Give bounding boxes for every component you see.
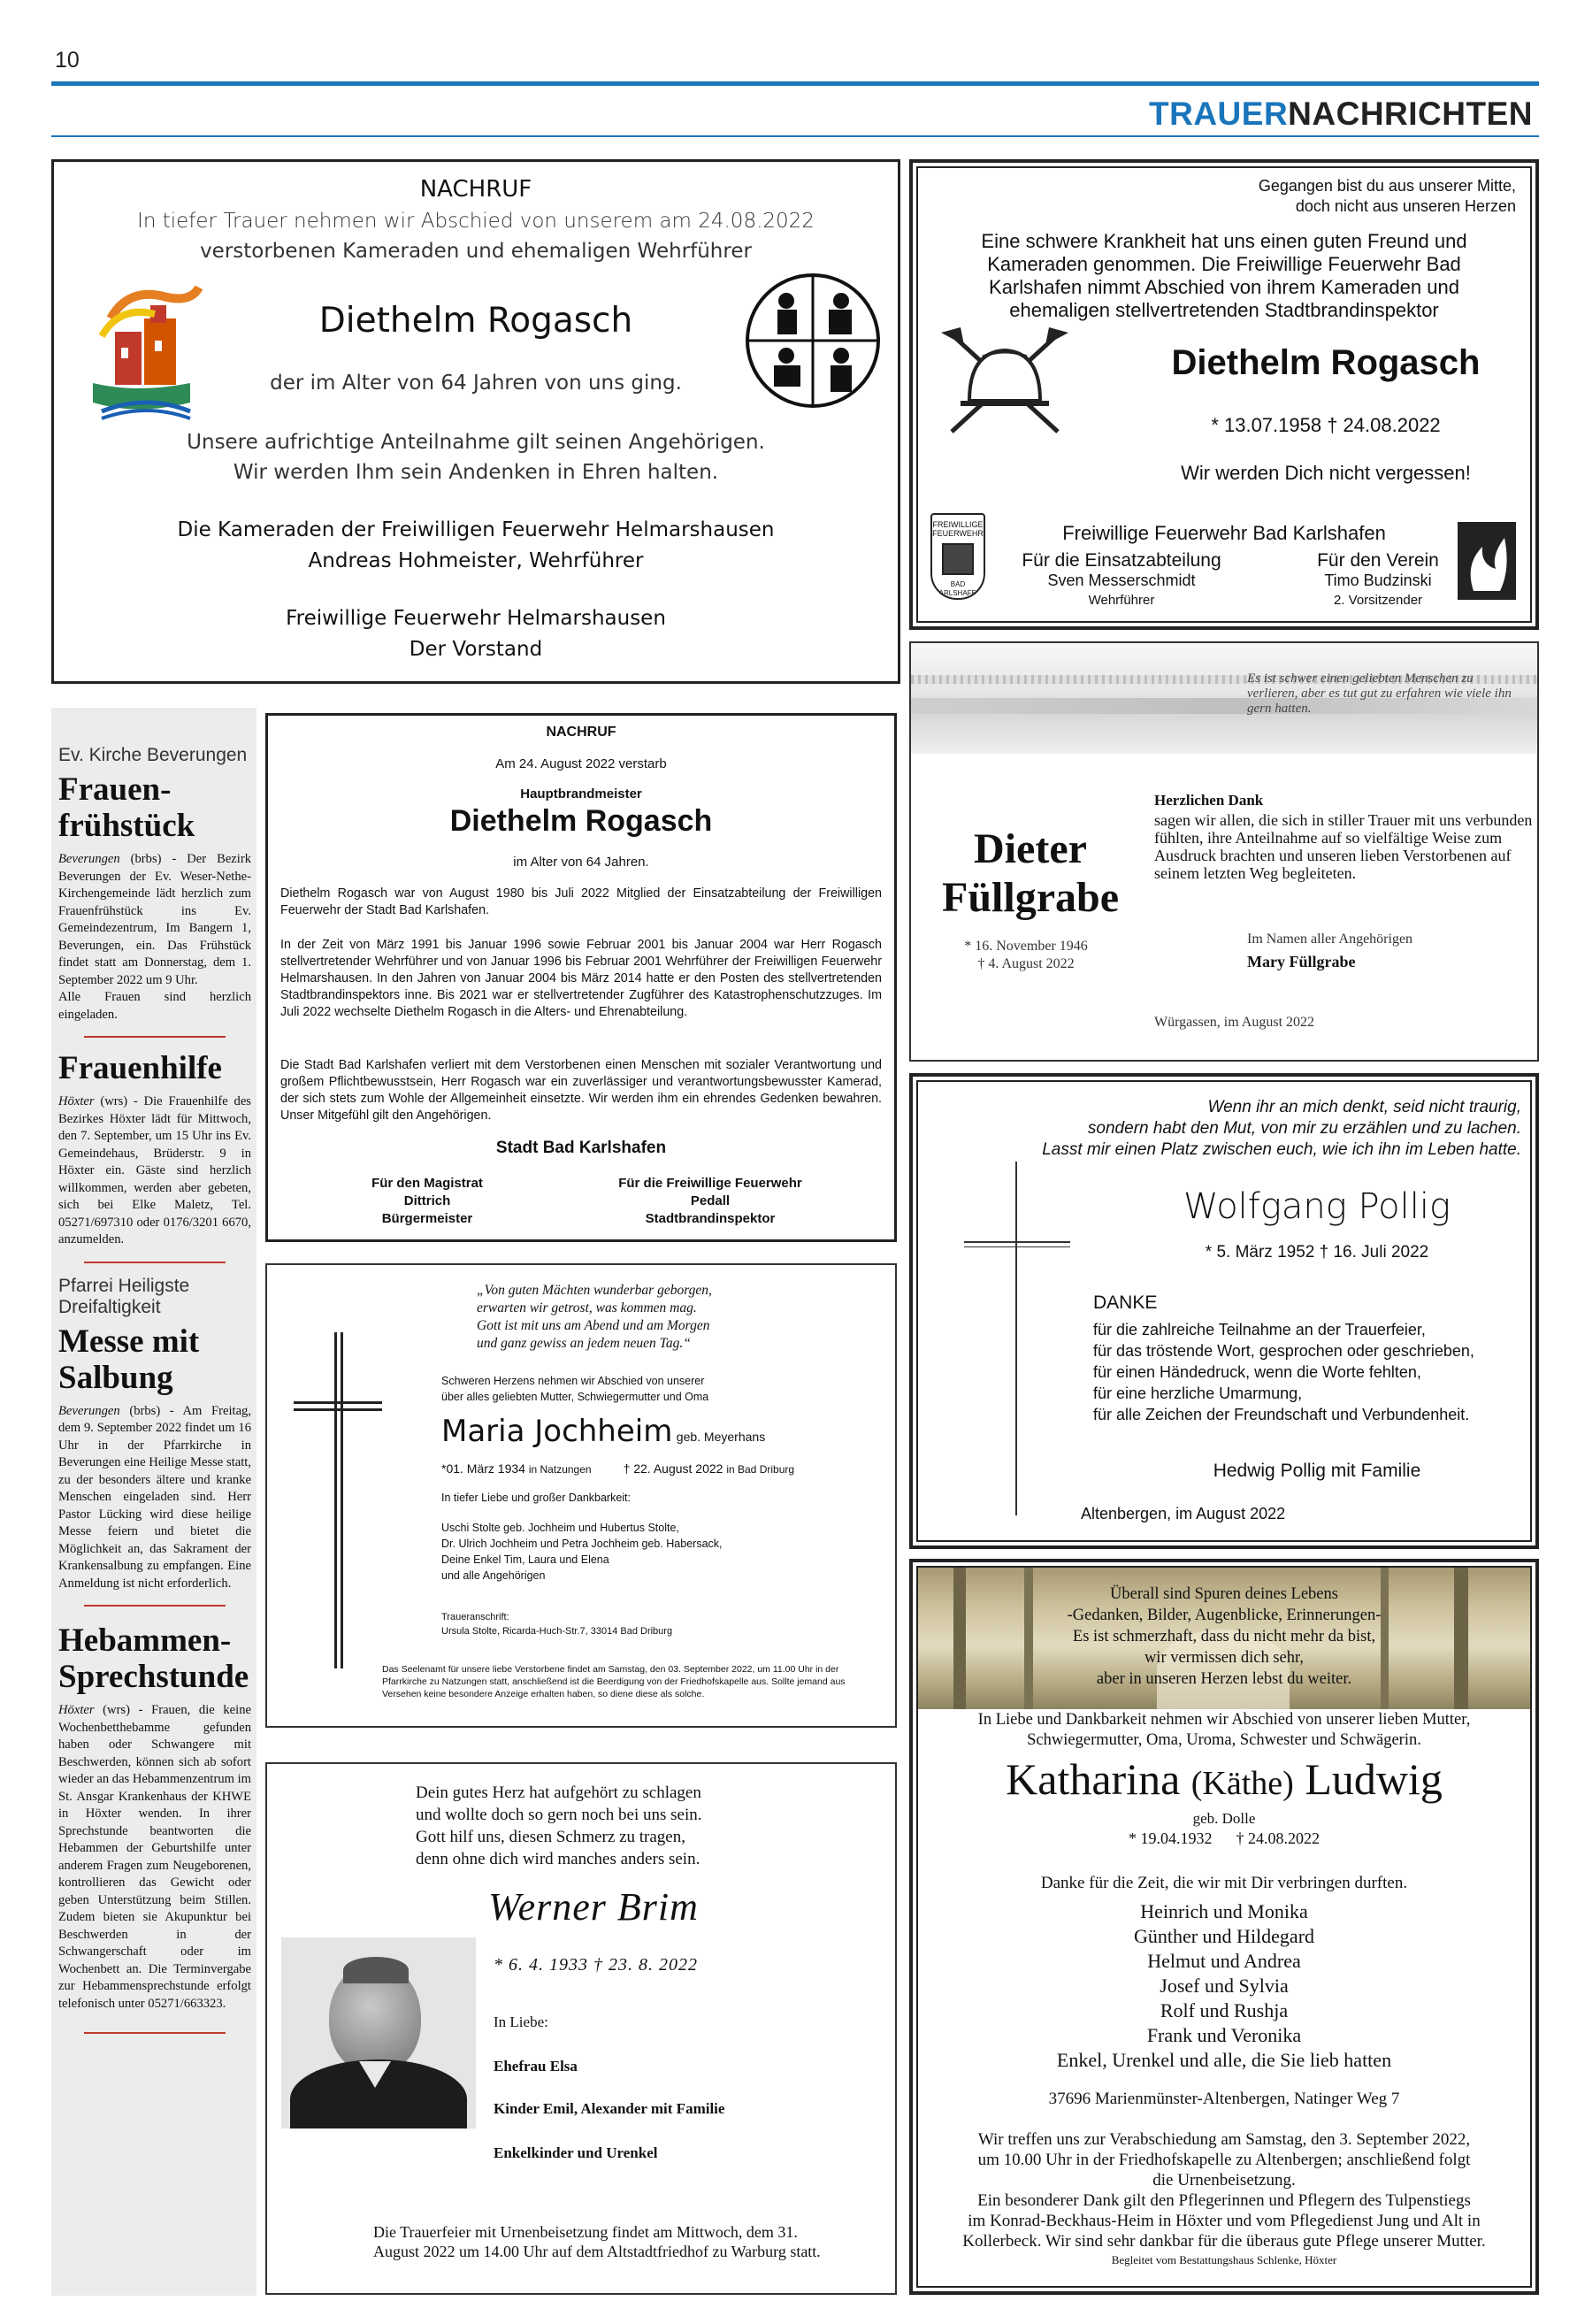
ad4-died: † 4. August 2022 xyxy=(977,956,1075,971)
ad3-age: im Alter von 64 Jahren. xyxy=(513,855,649,870)
ad5-thanks-3: für einen Händedruck, wenn die Worte fehlten, xyxy=(1093,1363,1421,1381)
ad5-family: Hedwig Pollig mit Familie xyxy=(1213,1461,1421,1481)
sidebar-article-3 xyxy=(58,1403,251,1593)
ad3-date: Am 24. August 2022 verstarb xyxy=(495,756,667,771)
obituary-helmarshausen xyxy=(51,159,900,684)
header-rule-bottom xyxy=(51,135,1539,137)
ad2-quote-2: doch nicht aus unseren Herzen xyxy=(1295,197,1516,215)
obituary-ludwig xyxy=(909,1559,1539,2295)
ad8-address: 37696 Marienmünster-Altenbergen, Natinger Weg 7 xyxy=(1048,2090,1400,2108)
ad2-name: Diethelm Rogasch xyxy=(1171,343,1481,382)
ad6-family-2: Dr. Ulrich Jochheim und Petra Jochheim geb. Habersack, xyxy=(441,1538,723,1550)
ad8-dates: * 19.04.1932 † 24.08.2022 xyxy=(1129,1829,1320,1847)
ad5-quote-3: Lasst mir einen Platz zwischen euch, wie ich ihn im Leben hatte. xyxy=(1042,1140,1521,1159)
ad8-born-name: geb. Dolle xyxy=(1192,1810,1256,1827)
header-rule-top xyxy=(51,81,1539,86)
ad8-undertaker: Begleitet vom Bestattungshaus Schlenke, Höxter xyxy=(1111,2253,1337,2266)
ad3-paragraph-3: Die Stadt Bad Karlshafen verliert mit dem Verstorbenen einen Menschen mit sozialer Verantwortung und großem Pflichtbewusstsein, Herr Rogasch war ein zuverlässiger und verantwortungsbewusster Kamerad, der sich stets zum Wohle der Allgemeinheit einsetzte. Wir werden ihm ein ehrendes Gedenken bewahren. Unser Mitgefühl gilt den Angehörigen. xyxy=(280,1058,882,1123)
news-sidebar xyxy=(51,708,256,2296)
sidebar-article-1-lead: Beverungen xyxy=(58,852,120,866)
ad2-forget: Wir werden Dich nicht vergessen! xyxy=(1181,462,1471,484)
sidebar-divider xyxy=(84,1262,226,1263)
ad2-left-1: Für die Einsatzabteilung xyxy=(1022,550,1221,571)
ad1-title: NACHRUF xyxy=(419,176,532,203)
ad8-intro-1: In Liebe und Dankbarkeit nehmen wir Abschied von unserer lieben Mutter, xyxy=(977,1711,1471,1729)
badge-text-2: BAD KARLSHAFEN xyxy=(934,580,982,597)
ad2-right-3: 2. Vorsitzender xyxy=(1333,593,1423,608)
ad6-address-heading: Traueranschrift: xyxy=(441,1612,509,1622)
ad6-family-1: Uschi Stolte geb. Jochheim und Hubertus Stolte, xyxy=(441,1522,679,1534)
ad8-last-name: Ludwig xyxy=(1305,1754,1443,1804)
ad6-intro-2: über alles geliebten Mutter, Schwiegermutter und Oma xyxy=(441,1391,709,1403)
ad2-text-1: Eine schwere Krankheit hat uns einen guten Freund und xyxy=(981,230,1467,252)
ad7-name: Werner Brim xyxy=(488,1885,699,1929)
fire-brigade-badge-icon xyxy=(930,513,985,600)
ad4-place: Würgassen, im August 2022 xyxy=(1154,1015,1315,1030)
sidebar-divider xyxy=(84,2032,226,2034)
ad3-title: NACHRUF xyxy=(546,725,616,740)
ad6-family-4: und alle Angehörigen xyxy=(441,1569,546,1582)
ad8-quote-3: Es ist schmerzhaft, dass du nicht mehr da bist, xyxy=(1072,1628,1376,1645)
ad2-org: Freiwillige Feuerwehr Bad Karlshafen xyxy=(1062,522,1386,544)
ad1-signature-2: Andreas Hohmeister, Wehrführer xyxy=(308,549,644,572)
sidebar-article-2 xyxy=(58,1093,251,1249)
ad7-poem-3: Gott hilf uns, diesen Schmerz zu tragen, xyxy=(416,1828,685,1846)
ad1-condolence-2: Wir werden Ihm sein Andenken in Ehren halten. xyxy=(233,461,719,484)
ad3-name: Diethelm Rogasch xyxy=(449,804,713,838)
ad1-name: Diethelm Rogasch xyxy=(318,301,633,341)
ad8-family-2: Günther und Hildegard xyxy=(1133,1925,1315,1947)
sidebar-category-3: Pfarrei Heiligste Dreifaltigkeit xyxy=(58,1275,190,1317)
ad7-dates: * 6. 4. 1933 † 23. 8. 2022 xyxy=(494,1955,698,1975)
ad1-age: der im Alter von 64 Jahren von uns ging. xyxy=(270,372,682,395)
ad4-born: * 16. November 1946 xyxy=(964,939,1088,954)
sidebar-article-3-text: (brbs) - Am Freitag, dem 9. September 2022 findet um 16 Uhr in der Pfarrkirche in Beverungen eine Heilige Messe statt, zu der besonders ältere und kranke Menschen eingeladen sind. Herr Pastor Lücking wird diese heilige Messe feiern und bietet die Möglichkeit an, das Sakrament der Krankensalbung zu empfangen. Eine Anmeldung ist nicht erforderlich. xyxy=(58,1403,251,1591)
helmarshausen-logo-icon xyxy=(66,270,208,420)
ad3-paragraph-2: In der Zeit von März 1991 bis Januar 1996 sowie Februar 2001 bis Januar 2004 war Herr Rogasch stellvertretender Wehrführer und von Januar 1996 bis Februar 2001 Wehrführer der Freiwilligen Feuerwehr Helmarshausen. In den Jahren von Januar 2004 bis März 2014 hatte er den Posten des stellvertretenden Stadtbrandinspektors inne. Bis 2021 war er stellvertretender Zugführer des Katastrophenschutzzuges. Im Juli 2022 wechselte Diethelm Rogasch in die Alters- und Ehrenabteilung. xyxy=(280,938,882,1019)
section-title-accent: TRAUER xyxy=(1149,96,1289,132)
sidebar-category-1: Ev. Kirche Beverungen xyxy=(58,745,248,765)
ad8-quote-4: wir vermissen dich sehr, xyxy=(1144,1649,1305,1667)
ad2-right-2: Timo Budzinski xyxy=(1324,571,1432,589)
ad8-family-5: Rolf und Rushja xyxy=(1160,1999,1289,2021)
sidebar-article-1 xyxy=(58,851,251,989)
ad1-signature-1: Die Kameraden der Freiwilligen Feuerwehr Helmarshausen xyxy=(177,518,775,541)
ad5-thanks-1: für die zahlreiche Teilnahme an der Trauerfeier, xyxy=(1093,1321,1426,1338)
ad8-quote-5: aber in unseren Herzen lebst du weiter. xyxy=(1096,1670,1352,1688)
ad3-right-2: Pedall xyxy=(690,1193,731,1208)
obituary-city-karlshafen xyxy=(265,713,897,1242)
ad7-poem-1: Dein gutes Herz hat aufgehört zu schlagen xyxy=(416,1783,701,1802)
ad6-love: In tiefer Liebe und großer Dankbarkeit: xyxy=(441,1492,632,1504)
ad4-behalf: Im Namen aller Angehörigen xyxy=(1247,932,1413,947)
section-title-main: NACHRICHTEN xyxy=(1288,96,1533,132)
ad4-signer: Mary Füllgrabe xyxy=(1247,953,1356,970)
ad8-family-7: Enkel, Urenkel und alle, die Sie lieb hatten xyxy=(1056,2049,1392,2071)
cross-icon xyxy=(294,1332,382,1668)
sidebar-divider xyxy=(84,1036,226,1038)
ad6-died: † 22. August 2022 xyxy=(623,1461,723,1476)
ad4-thanks-text: sagen wir allen, die sich in stiller Trauer mit uns verbunden fühlten, ihre Anteilnahme auf so vielfältige Weise zum Ausdruck brachten und unseren lieben Verstorbenen auf seinem letzten Weg begleiteten. xyxy=(1154,811,1533,882)
ad8-family-6: Frank und Veronika xyxy=(1146,2024,1302,2046)
ad8-message-3: die Urnenbeisetzung. xyxy=(1152,2171,1296,2190)
sidebar-headline-4: Hebammen- Sprechstunde xyxy=(58,1622,249,1695)
ad7-poem-4: denn ohne dich wird manches anders sein. xyxy=(416,1850,700,1868)
ad8-nickname: (Käthe) xyxy=(1190,1765,1294,1802)
ad8-family-1: Heinrich und Monika xyxy=(1140,1900,1308,1922)
ad8-family-4: Josef und Sylvia xyxy=(1160,1975,1289,1997)
ad5-thanks-4: für eine herzliche Umarmung, xyxy=(1093,1384,1303,1402)
ad5-place: Altenbergen, im August 2022 xyxy=(1081,1505,1286,1522)
ad4-first-name: Dieter xyxy=(974,825,1087,872)
obituary-brim xyxy=(265,1762,897,2295)
cross-icon xyxy=(964,1162,1070,1515)
sidebar-article-4-text: (wrs) - Frauen, die keine Wochenbetthebamme gefunden haben oder Schwangere mit Beschwerden, können sich ab sofort wieder an das Hebammenzentrum im St. Ansgar Krankenhaus der KHWE in Höxter wenden. In ihrer Sprechstunde beantworten die Hebammen der Geburtshilfe unter anderem Fragen zum Neugeborenen, kontrollieren das Gewicht oder geben Unterstützung beim Stillen. Zudem bieten sie Akupunktur bei Beschwerden in der Schwangerschaft oder im Wochenbett an. Die Terminvergabe zur Hebammensprechstunde erfolgt telefonisch unter 05271/663323. xyxy=(58,1703,252,2011)
ad6-dates xyxy=(441,1461,794,1476)
ad2-quote-1: Gegangen bist du aus unserer Mitte, xyxy=(1258,177,1516,195)
ad6-died-place: in Bad Driburg xyxy=(726,1463,795,1476)
ad3-right-3: Stadtbrandinspektor xyxy=(645,1211,776,1226)
ad3-left-2: Dittrich xyxy=(403,1193,451,1208)
ad7-poem-2: und wollte doch so gern noch bei uns sein. xyxy=(416,1806,702,1824)
ad3-left-1: Für den Magistrat xyxy=(371,1176,483,1191)
ad5-thanks-5: für alle Zeichen der Freundschaft und Verbundenheit. xyxy=(1093,1406,1470,1423)
ad1-signature-4: Der Vorstand xyxy=(409,638,543,661)
sidebar-article-3-lead: Beverungen xyxy=(58,1403,120,1418)
ad7-family-2: Kinder Emil, Alexander mit Familie xyxy=(494,2100,725,2117)
ad3-rank: Hauptbrandmeister xyxy=(520,786,642,802)
ad3-left-3: Bürgermeister xyxy=(381,1211,473,1226)
ad8-family-3: Helmut und Andrea xyxy=(1147,1950,1301,1972)
section-title xyxy=(1149,96,1533,133)
ad6-quote-3: Gott ist mit uns am Abend und am Morgen xyxy=(477,1318,710,1333)
ad1-condolence-1: Unsere aufrichtige Anteilnahme gilt seinen Angehörigen. xyxy=(187,431,765,454)
ad8-message-1: Wir treffen uns zur Verabschiedung am Samstag, den 3. September 2022, xyxy=(977,2130,1471,2149)
ad6-birthname: geb. Meyerhans xyxy=(676,1430,766,1444)
sidebar-article-4 xyxy=(58,1702,251,2013)
ad8-first-name: Katharina xyxy=(1006,1754,1181,1804)
obituary-fuellgrabe xyxy=(909,641,1539,1062)
ad8-quote-2: -Gedanken, Bilder, Augenblicke, Erinnerungen- xyxy=(1067,1607,1382,1624)
sidebar-article-1-text: (brbs) - Der Bezirk Beverungen der Ev. Weser-Nethe-Kirchengemeinde lädt herzlich zum Frauenfrühstück ins Ev. Gemeindezentrum, Im Bangern 1, Beverungen, ein. Das Frühstück findet statt am Donnerstag, dem 1. September 2022 um 9 Uhr. xyxy=(58,852,251,987)
ad5-dates: * 5. März 1952 † 16. Juli 2022 xyxy=(1205,1243,1429,1262)
ad6-name-line xyxy=(441,1414,765,1449)
ad4-last-name: Füllgrabe xyxy=(942,874,1119,921)
ad6-quote-2: erwarten wir getrost, was kommen mag. xyxy=(477,1300,697,1315)
ad3-paragraph-1: Diethelm Rogasch war von August 1980 bis Juli 2022 Mitglied der Einsatzabteilung der Freiwilligen Feuerwehr der Stadt Bad Karlshafen. xyxy=(280,886,882,917)
sidebar-article-4-lead: Höxter xyxy=(58,1703,95,1717)
page-number: 10 xyxy=(55,48,80,73)
sidebar-headline-3: Messe mit Salbung xyxy=(58,1323,200,1396)
ad2-text-4: ehemaligen stellvertretenden Stadtbrandinspektor xyxy=(1009,299,1439,321)
badge-text-1: FREIWILLIGE FEUERWEHR xyxy=(932,520,984,538)
sidebar-headline-2: Frauenhilfe xyxy=(58,1050,222,1086)
portrait-photo xyxy=(281,1937,476,2128)
ad8-quote-1: Überall sind Spuren deines Lebens xyxy=(1110,1585,1338,1603)
ad7-family-1: Ehefrau Elsa xyxy=(494,2058,578,2075)
ad8-thanks: Danke für die Zeit, die wir mit Dir verbringen durften. xyxy=(1040,1874,1408,1892)
ad8-message-5: im Konrad-Beckhaus-Heim in Höxter und vom Pflegedienst Jung und Alt in xyxy=(968,2212,1481,2230)
ad2-text-3: Karlshafen nimmt Abschied von ihrem Kameraden und xyxy=(989,276,1459,298)
ad5-danke: DANKE xyxy=(1093,1292,1158,1313)
ad2-text-2: Kameraden genommen. Die Freiwillige Feuerwehr Bad xyxy=(987,253,1461,275)
ad6-address: Ursula Stolte, Ricarda-Huch-Str.7, 33014 Bad Driburg xyxy=(441,1626,673,1637)
ad5-thanks-2: für das tröstende Wort, gesprochen oder geschrieben, xyxy=(1093,1342,1474,1360)
flame-logo-icon xyxy=(1456,520,1518,602)
sidebar-article-2-lead: Höxter xyxy=(58,1094,95,1108)
ad2-right-1: Für den Verein xyxy=(1317,550,1439,571)
ad1-intro-2: verstorbenen Kameraden und ehemaligen Wehrführer xyxy=(200,240,752,263)
ad4-thanks-heading: Herzlichen Dank xyxy=(1154,792,1264,809)
ad7-love: In Liebe: xyxy=(494,2013,548,2030)
sidebar-headline-1: Frauen- frühstück xyxy=(58,771,195,844)
ad6-name: Maria Jochheim xyxy=(441,1414,673,1449)
ad6-born-place: in Natzungen xyxy=(528,1463,592,1476)
ad7-footer: Die Trauerfeier mit Urnenbeisetzung findet am Mittwoch, dem 31. August 2022 um 14.00 Uhr auf dem Altstadtfriedhof zu Warburg statt. xyxy=(373,2223,821,2260)
sidebar-article-1b: Alle Frauen sind herzlich eingeladen. xyxy=(58,990,251,1022)
ad6-quote-1: „Von guten Mächten wunderbar geborgen, xyxy=(477,1283,712,1298)
ad3-right-1: Für die Freiwillige Feuerwehr xyxy=(618,1176,802,1191)
ad4-quote: Es ist schwer einen geliebten Menschen zu verlieren, aber es tut gut zu erfahren wie viele ihn gern hatten. xyxy=(1247,671,1512,716)
ad3-city: Stadt Bad Karlshafen xyxy=(495,1139,667,1157)
sidebar-article-2-text: (wrs) - Die Frauenhilfe des Bezirkes Höxter lädt für Mittwoch, den 7. September, um 15 Uhr ins Ev. Gemeindehaus, Brüderstr. 9 in Höxter ein. Gäste sind herzlich willkommen, werden aber gebeten, sich bei Elke Maletz, Tel. 05271/697310 oder 0176/3201 6670, anzumelden. xyxy=(58,1094,251,1246)
ad2-left-2: Sven Messerschmidt xyxy=(1047,571,1196,589)
ad6-intro-1: Schweren Herzens nehmen wir Abschied von unserer xyxy=(441,1375,705,1387)
ad8-intro-2: Schwiegermutter, Oma, Uroma, Schwester und Schwägerin. xyxy=(1027,1731,1421,1749)
ad5-name: Wolfgang Pollig xyxy=(1183,1186,1451,1227)
obituary-fire-brigade-karlshafen xyxy=(909,159,1539,630)
ad6-born: *01. März 1934 xyxy=(441,1461,525,1476)
sidebar-divider xyxy=(84,1605,226,1607)
ad5-quote-1: Wenn ihr an mich denkt, seid nicht traurig, xyxy=(1207,1098,1521,1116)
ad1-signature-3: Freiwillige Feuerwehr Helmarshausen xyxy=(286,607,666,630)
ad8-message-2: um 10.00 Uhr in der Friedhofskapelle zu Altenbergen; anschließend folgt xyxy=(977,2151,1471,2169)
ad8-message-6: Kollerbeck. Wir sind sehr dankbar für die überaus gute Pflege unserer Mutter. xyxy=(962,2232,1486,2251)
ad8-message-4: Ein besonderer Dank gilt den Pflegerinnen und Pflegern des Tulpenstiegs xyxy=(977,2191,1471,2210)
ad5-quote-2: sondern habt den Mut, von mir zu erzählen und zu lachen. xyxy=(1087,1119,1521,1138)
obituary-pollig xyxy=(909,1073,1539,1549)
ad6-footer: Das Seelenamt für unsere liebe Verstorbene findet am Samstag, den 03. September 2022, um 11.00 Uhr in der Pfarrkirche zu Natzungen statt, anschließend ist die Beerdigung von der Friedhofskapelle aus. Sollte jemand aus Versehen keine besondere Anzeige erhalten haben, so diene diese als solche. xyxy=(382,1664,846,1699)
ad8-name-line xyxy=(918,1753,1530,1805)
fire-helmet-axes-icon xyxy=(934,326,1076,441)
ad7-family-3: Enkelkinder und Urenkel xyxy=(494,2144,658,2161)
ad2-left-3: Wehrführer xyxy=(1088,593,1155,608)
ad6-quote-4: und ganz gewiss an jedem neuen Tag.“ xyxy=(477,1336,691,1351)
ad2-dates: * 13.07.1958 † 24.08.2022 xyxy=(1211,414,1441,436)
ad1-intro-1: In tiefer Trauer nehmen wir Abschied von unserem am 24.08.2022 xyxy=(137,210,815,233)
ad6-family-3: Deine Enkel Tim, Laura und Elena xyxy=(441,1553,609,1566)
obituary-jochheim xyxy=(265,1263,897,1728)
